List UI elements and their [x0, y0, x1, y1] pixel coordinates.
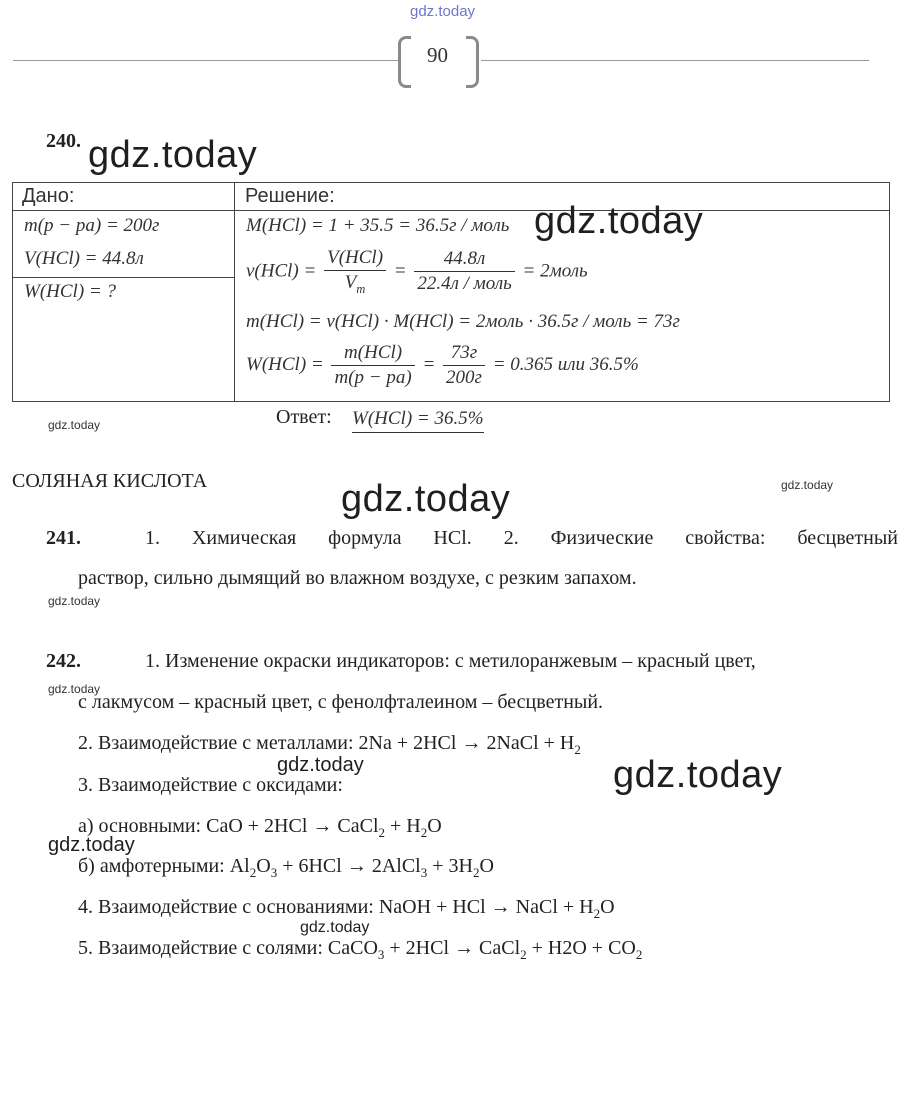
watermark: gdz.today: [48, 682, 101, 696]
moles-lhs: ν(HCl) =: [246, 260, 317, 282]
watermark: gdz.today: [88, 134, 258, 176]
page-bracket-left: [398, 36, 411, 88]
watermark: gdz.today: [48, 834, 135, 856]
moles-rhs: = 2моль: [522, 260, 588, 282]
solution-mass: m(HCl) = ν(HCl) · M(HCl) = 2моль · 36.5г / моль = 73г: [246, 311, 680, 332]
task-242-amphoteric-oxides: б) амфотерными: $Al_2O_3 + 6HCl$ → 2AlCl$_3$ + $3H_2O$: [78, 855, 494, 880]
moles-fraction-1: [324, 247, 386, 297]
watermark: gdz.today: [48, 418, 101, 432]
task-242-p1-line1: 1. Изменение окраски индикаторов: с метилоранжевым – красный цвет,: [145, 650, 756, 672]
watermark-top: gdz.today: [410, 3, 476, 20]
fraction-f2-den: 200г: [446, 367, 482, 388]
table-divider-given: [12, 277, 234, 278]
watermark: gdz.today: [534, 200, 704, 242]
task-242-basic-oxides: а) основными: CaO + 2HCl → CaCl$_2$ + $H_2O$: [78, 815, 442, 840]
task-241-number: 241.: [46, 527, 81, 549]
moles-f1-num: V(HCl): [324, 247, 386, 271]
table-divider-header: [12, 210, 890, 211]
fraction-f1-num: m(HCl): [331, 342, 414, 366]
task-242-number: 242.: [46, 650, 81, 672]
find-fraction: W(HCl) = ?: [24, 281, 116, 302]
solution-moles: ν(HCl) = $\frac{\text{V(HCl)}}{V_m}$ = $\frac{44.8л}{\text{22.4л / моль}}$ = 2моль: [246, 247, 588, 296]
watermark: gdz.today: [300, 919, 370, 936]
answer-label: Ответ:: [276, 406, 332, 428]
given-volume: V(HCl) = 44.8л: [24, 248, 144, 269]
fraction-f1-den: m(p − pa): [334, 367, 412, 388]
page-number: 90: [427, 43, 448, 67]
fraction-rhs: = 0.365 или 36.5%: [492, 353, 639, 375]
task-242-metals: 2. Взаимодействие с металлами: 2Na + 2HCl → 2NaCl + $H_2$: [78, 732, 581, 757]
fraction-lhs: W(HCl) =: [246, 353, 324, 375]
given-mass: m(p − pa) = 200г: [24, 215, 160, 236]
watermark: gdz.today: [48, 594, 101, 608]
solution-header: Решение:: [245, 185, 335, 207]
answer-value: W(HCl) = 36.5%: [352, 408, 484, 433]
fraction-f1: [331, 342, 414, 389]
task-242-oxides: 3. Взаимодействие с оксидами:: [78, 774, 343, 796]
given-header: Дано:: [22, 185, 75, 207]
task-241-line2: раствор, сильно дымящий во влажном воздухе, с резким запахом.: [78, 567, 637, 589]
solution-molar-mass: M(HCl) = 1 + 35.5 = 36.5г / моль: [246, 215, 510, 236]
fraction-f2: [443, 342, 485, 389]
task-242-bases: 4. Взаимодействие с основаниями: NaOH + HCl → NaCl + $H_2O$: [78, 896, 615, 921]
watermark: gdz.today: [781, 478, 834, 492]
task-242-p1-line2: с лакмусом – красный цвет, с фенолфталеином – бесцветный.: [78, 691, 604, 713]
moles-f2-num: 44.8л: [414, 248, 514, 272]
page-bracket-right: [466, 36, 479, 88]
moles-f1-den: V: [344, 272, 357, 293]
watermark: gdz.today: [277, 754, 364, 776]
moles-fraction-2: [414, 248, 514, 295]
header-rule-left: [13, 60, 398, 61]
solution-fraction: W(HCl) = $\frac{\text{m(HCl)}}{m(p - pa)}$ = $\frac{73г}{200г}$ = 0.365 или 36.5%: [246, 342, 639, 388]
task-242-salts: 5. Взаимодействие с солями: CaCO$_3$ + 2HCl → CaCl$_2$ + $H2O + CO_2$: [78, 937, 643, 962]
task-241-line1: 1. Химическая формула HCl. 2. Физические свойства: бесцветный: [145, 527, 898, 549]
fraction-f2-num: 73г: [443, 342, 485, 366]
section-title: СОЛЯНАЯ КИСЛОТА: [12, 470, 208, 492]
watermark: gdz.today: [613, 754, 783, 796]
header-rule-right: [481, 60, 869, 61]
table-divider-vertical: [234, 182, 235, 402]
watermark: gdz.today: [341, 478, 511, 520]
moles-f1-den-sub: m: [356, 281, 366, 296]
task-240-number: 240.: [46, 130, 81, 152]
moles-f2-den: 22.4л / моль: [417, 273, 512, 295]
